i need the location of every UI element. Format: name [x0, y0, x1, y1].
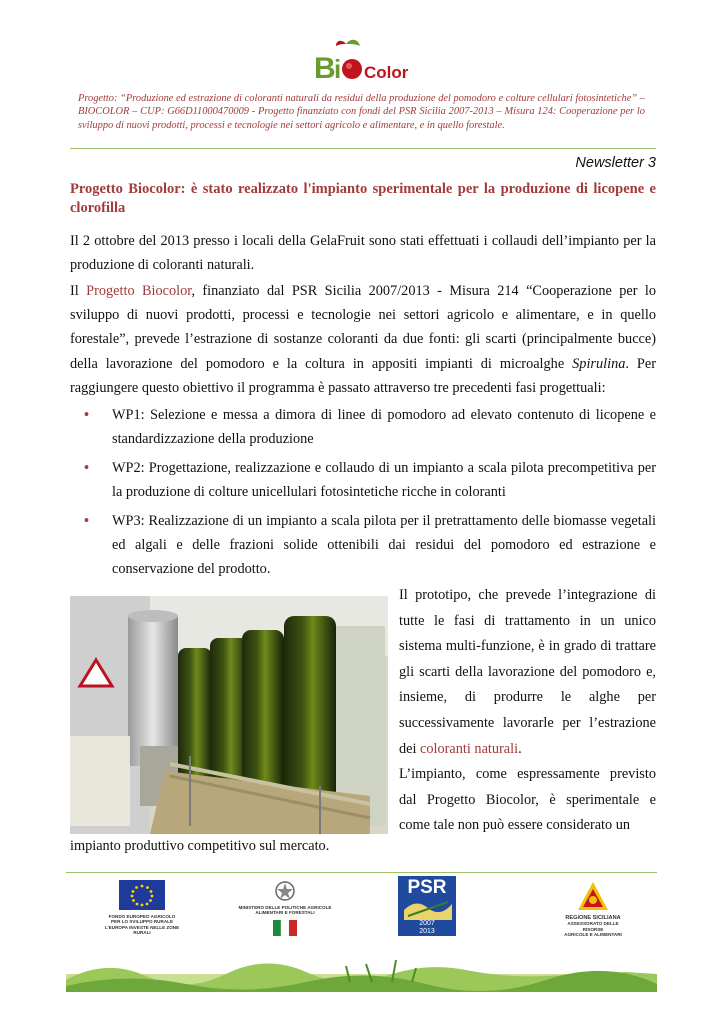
trinacria-icon [576, 880, 610, 914]
ministry-logo-block: MINISTERO DELLE POLITICHE AGRICOLE ALIMENTARI E FORESTALI [232, 880, 338, 936]
coloranti-naturali-link[interactable]: coloranti naturali [420, 740, 519, 757]
psr-logo [398, 876, 456, 936]
svg-text:Color: Color [364, 63, 409, 82]
list-item: • WP2: Progettazione, realizzazione e collaudo di un impianto a scala pilota precompetitiva per la produzione di colture unicellulari fotosintetiche ricche in coloranti [84, 456, 656, 504]
eu-logo-block: FONDO EUROPEO AGRICOLO PER LO SVILUPPO RURALE L'EUROPA INVESTE NELLE ZONE RURALI [96, 880, 188, 936]
list-item: • WP1: Selezione e messa a dimora di linee di pomodoro ad elevato contenuto di licopene e standardizzazione della produzione [84, 403, 656, 451]
closing-line: impianto produttivo competitivo sul mercato. [70, 838, 330, 854]
project-header-note: Progetto: “Produzione ed estrazione di coloranti naturali da residui della produzione del pomodoro e colture cellulari fotosintetiche” – BIOCOLOR – CUP: G66D11000470009 - Progetto finanziato con fondi del PSR Sicilia 2007-2013 – Misura 124: Cooperazione per lo sviluppo di nuovi prodotti, processi e tecnologie nei settori agricolo e alimentare, e in quello forestale. [78, 93, 645, 131]
italian-flag-icon [273, 920, 297, 936]
psr-label: PSR [407, 877, 447, 898]
header-divider [70, 148, 656, 149]
plant-photo [70, 596, 388, 834]
footer-divider [66, 872, 657, 873]
right-column-text: Il prototipo, che prevede l’integrazione di tutte le fasi di trattamento in un unico sistema multi-funzione, è in grado di trattare gli scarti della lavorazione del pomodoro e, insieme, di produrre le alghe per successivamente lavorarle per l’estrazione dei coloranti naturali. L’impianto, come espressamente previsto dal Progetto Biocolor, è sperimentale e come tale non può essere considerato un [399, 587, 656, 834]
biocolor-logo [306, 36, 426, 88]
bullet-icon: • [84, 513, 90, 529]
paragraph-project: Il Progetto Biocolor, finanziato dal PSR Sicilia 2007/2013 - Misura 214 “Cooperazione per lo sviluppo di nuovi prodotti, processi e tecnologie nei settori agricolo e alimentare, e in quello forestale”, prevede l’estrazione di sostanze coloranti da due fonti: gli scarti (principalmente bucce) della lavorazione del pomodoro e la coltura in appositi impianti di microalghe Spirulina. Per raggiungere questo obiettivo il programma è passato attraverso tre precedenti fasi progettuali: [70, 283, 656, 396]
grass-decoration [66, 952, 657, 992]
list-item: • WP3: Realizzazione di un impianto a scala pilota per il pretrattamento delle biomasse vegetali ed algali e delle frazioni solide ottenibili dai residui del pomodoro ed estrazione e conservazione del prodotto. [84, 509, 656, 582]
italian-emblem-icon [274, 880, 296, 902]
newsletter-label: Newsletter 3 [575, 155, 656, 171]
article-title: Progetto Biocolor: è stato realizzato l'impianto sperimentale per la produzione di licopene e clorofilla [70, 181, 656, 216]
svg-text:B: B [314, 52, 336, 85]
regione-siciliana-logo-block: REGIONE SICILIANA ASSESSORATO DELLE RISORSE AGRICOLE E ALIMENTARI [560, 880, 626, 938]
paragraph-intro: Il 2 ottobre del 2013 presso i locali della GelaFruit sono stati effettuati i collaudi dell’impianto per la produzione di coloranti naturali. [70, 233, 656, 274]
project-biocolor-highlight: Progetto Biocolor [86, 283, 192, 299]
bullet-icon: • [84, 460, 90, 476]
psr-years: 2007 2013 [419, 920, 435, 935]
eu-flag-icon [119, 880, 165, 910]
svg-text:i: i [334, 54, 342, 84]
bullet-icon: • [84, 407, 90, 423]
